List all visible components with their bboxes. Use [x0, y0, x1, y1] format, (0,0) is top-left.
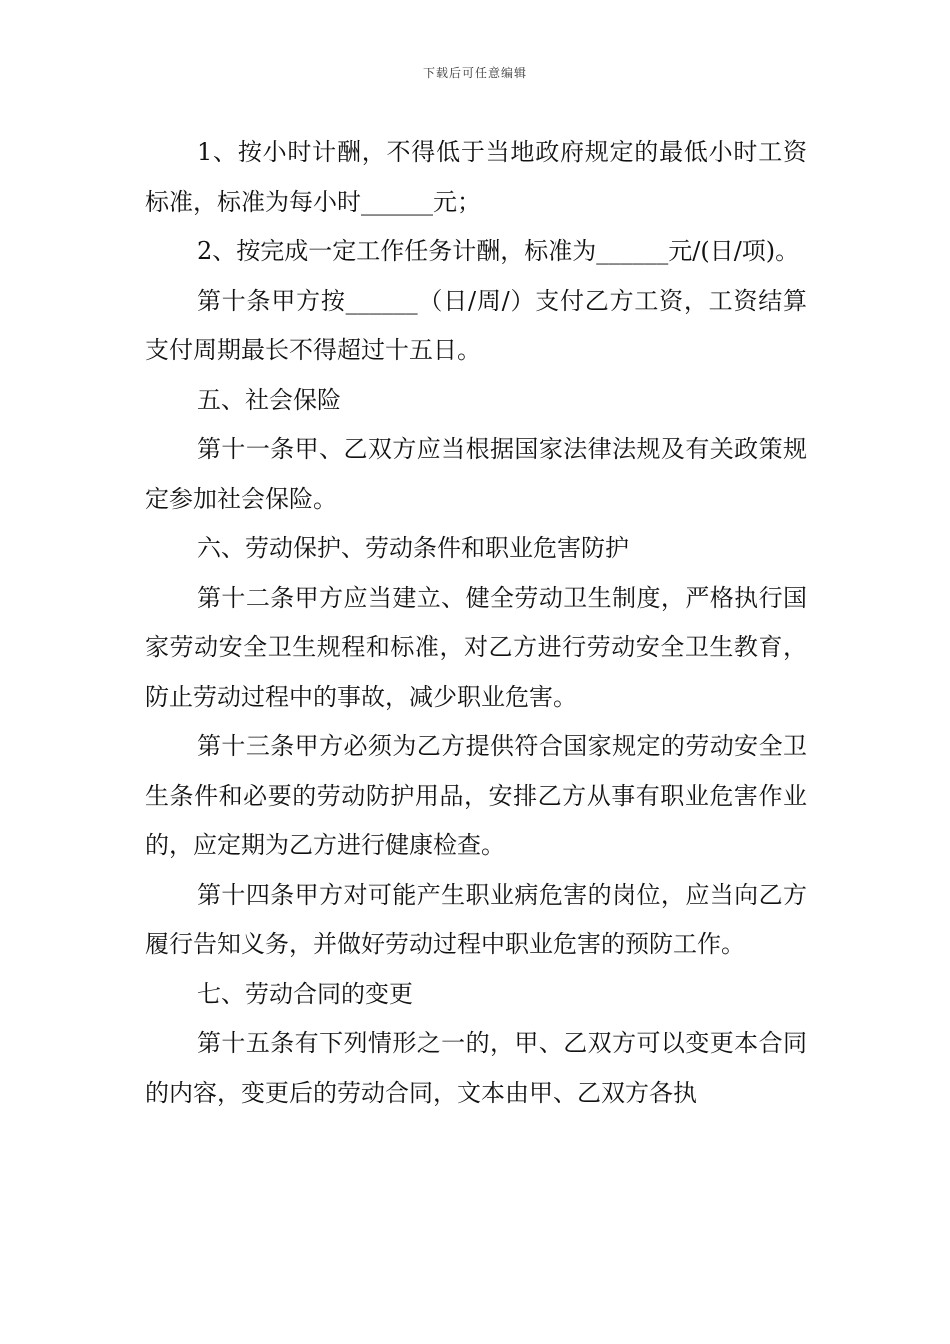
paragraph-article-11: 第十一条甲、乙双方应当根据国家法律法规及有关政策规定参加社会保险。: [145, 435, 807, 513]
paragraph-article-14: 第十四条甲方对可能产生职业病危害的岗位，应当向乙方履行告知义务，并做好劳动过程中职业危害的预防工作。: [145, 880, 807, 958]
section-heading-labor-protection: 六、劳动保护、劳动条件和职业危害防护: [197, 534, 629, 562]
paragraph-article-12: 第十二条甲方应当建立、健全劳动卫生制度，严格执行国家劳动安全卫生规程和标准，对乙方进行劳动安全卫生教育，防止劳动过程中的事故，减少职业危害。: [145, 583, 807, 711]
section-heading-social-insurance: 五、社会保险: [197, 385, 341, 414]
document-body: [145, 128, 807, 1118]
paragraph-article-13: 第十三条甲方必须为乙方提供符合国家规定的劳动安全卫生条件和必要的劳动防护用品，安排乙方从事有职业危害作业的，应定期为乙方进行健康检查。: [145, 732, 807, 859]
paragraph-article-15: 第十五条有下列情形之一的，甲、乙双方可以变更本合同的内容，变更后的劳动合同，文本由甲、乙双方各执: [145, 1029, 807, 1107]
paragraph-article-10: 第十条甲方按______（日/周/）支付乙方工资，工资结算支付周期最长不得超过十五日。: [145, 286, 807, 364]
paragraph-hourly-pay: 1、按小时计酬，不得低于当地政府规定的最低小时工资标准，标准为每小时______元；: [145, 138, 807, 216]
section-heading-contract-change: 七、劳动合同的变更: [197, 979, 413, 1008]
paragraph-task-pay: 2、按完成一定工作任务计酬，标准为______元/(日/项)。: [197, 237, 800, 265]
header-note: 下载后可任意编辑: [422, 66, 527, 80]
